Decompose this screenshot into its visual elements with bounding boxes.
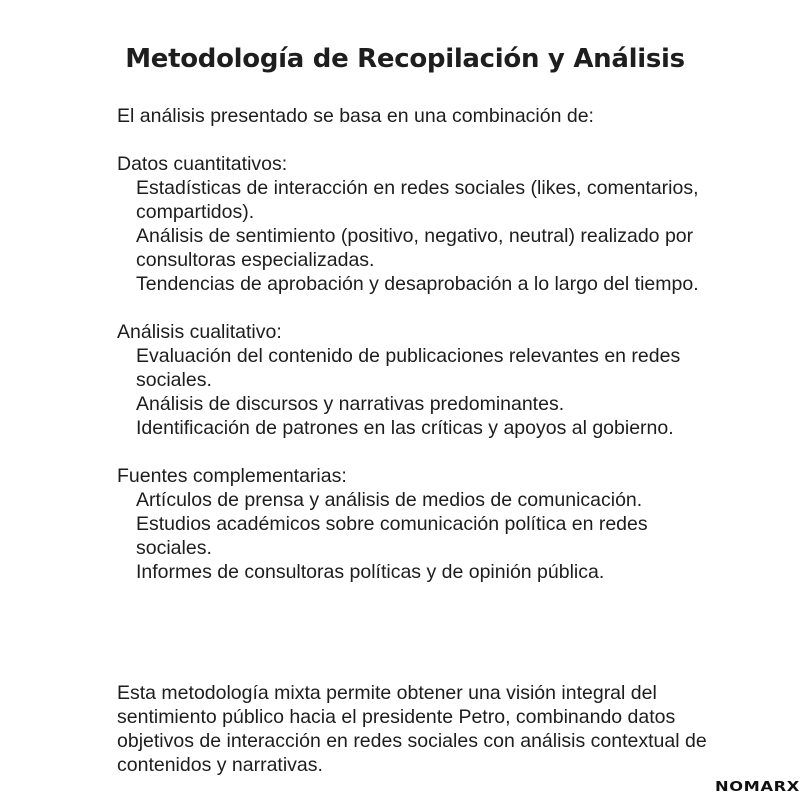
section-heading: Análisis cualitativo: <box>117 321 282 343</box>
methodology-body <box>117 104 707 608</box>
list-item: Análisis de sentimiento (positivo, negativo, neutral) realizado por consultoras especializadas. <box>136 225 694 271</box>
list-item: Artículos de prensa y análisis de medios de comunicación. <box>136 489 643 511</box>
list-item: Informes de consultoras políticas y de opinión pública. <box>136 561 605 583</box>
list-item: Identificación de patrones en las críticas y apoyos al gobierno. <box>136 417 674 439</box>
section-list <box>117 344 707 440</box>
list-item: Estadísticas de interacción en redes sociales (likes, comentarios, compartidos). <box>136 177 699 223</box>
list-item: Estudios académicos sobre comunicación política en redes sociales. <box>136 513 648 559</box>
section-quantitative <box>117 152 707 296</box>
brand-logo: NOMARX <box>715 780 800 795</box>
list-item: Evaluación del contenido de publicaciones relevantes en redes sociales. <box>136 345 681 391</box>
list-item: Análisis de discursos y narrativas predominantes. <box>136 393 565 415</box>
intro-text: El análisis presentado se basa en una combinación de: <box>117 105 594 127</box>
section-heading: Datos cuantitativos: <box>117 153 288 175</box>
section-complementary <box>117 464 707 584</box>
section-list <box>117 176 707 296</box>
page-title: Metodología de Recopilación y Análisis <box>125 44 685 74</box>
section-heading: Fuentes complementarias: <box>117 465 347 487</box>
section-list <box>117 488 707 584</box>
conclusion-text: Esta metodología mixta permite obtener una visión integral del sentimiento público hacia el presidente Petro, combinando datos objetivos de interacción en redes sociales con análisis contextual de contenidos y narrativas. <box>117 682 707 776</box>
section-qualitative <box>117 320 707 440</box>
list-item: Tendencias de aprobación y desaprobación a lo largo del tiempo. <box>136 273 699 295</box>
